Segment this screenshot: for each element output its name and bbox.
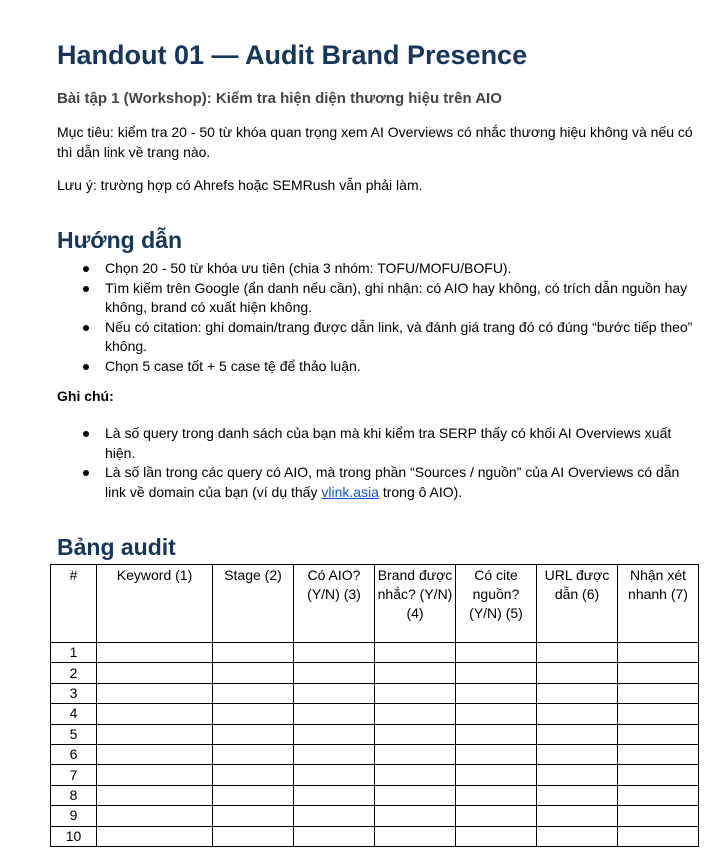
column-header: Nhận xét nhanh (7) xyxy=(618,565,699,643)
table-cell[interactable] xyxy=(537,663,618,683)
note-line: Lưu ý: trường hợp có Ahrefs hoặc SEMRush vẫn phải làm. xyxy=(57,177,423,193)
row-number: 10 xyxy=(51,826,97,846)
guide-item: Nếu có citation: ghi domain/trang được dẫn link, và đánh giá trang đó có đúng “bước tiếp theo” không. xyxy=(57,318,697,357)
table-cell[interactable] xyxy=(618,806,699,826)
table-cell[interactable] xyxy=(294,806,375,826)
table-cell[interactable] xyxy=(537,744,618,764)
bullet-icon xyxy=(83,364,89,370)
table-cell[interactable] xyxy=(537,826,618,846)
table-cell[interactable] xyxy=(537,765,618,785)
table-cell[interactable] xyxy=(618,683,699,703)
guide-heading: Hướng dẫn xyxy=(57,227,182,253)
table-cell[interactable] xyxy=(537,704,618,724)
notes-list xyxy=(57,424,697,502)
table-cell[interactable] xyxy=(294,826,375,846)
table-cell[interactable] xyxy=(213,785,294,805)
column-header: Stage (2) xyxy=(213,565,294,643)
page-title: Handout 01 — Audit Brand Presence xyxy=(57,40,528,70)
row-number: 5 xyxy=(51,724,97,744)
column-header: Có AIO? (Y/N) (3) xyxy=(294,565,375,643)
table-cell[interactable] xyxy=(375,744,456,764)
table-cell[interactable] xyxy=(618,744,699,764)
bullet-icon xyxy=(83,266,89,272)
table-cell[interactable] xyxy=(97,765,213,785)
table-cell[interactable] xyxy=(294,704,375,724)
table-cell[interactable] xyxy=(97,704,213,724)
table-cell[interactable] xyxy=(456,765,537,785)
table-cell[interactable] xyxy=(375,724,456,744)
table-cell[interactable] xyxy=(618,826,699,846)
objective-text: Mục tiêu: kiểm tra 20 - 50 từ khóa quan trọng xem AI Overviews có nhắc thương hiệu không và nếu có thì dẫn link về trang nào. xyxy=(57,124,693,160)
table-cell[interactable] xyxy=(97,826,213,846)
table-cell[interactable] xyxy=(456,704,537,724)
table-cell[interactable] xyxy=(537,785,618,805)
table-cell[interactable] xyxy=(375,765,456,785)
table-cell[interactable] xyxy=(97,724,213,744)
table-row xyxy=(51,765,699,785)
table-cell[interactable] xyxy=(537,724,618,744)
table-cell[interactable] xyxy=(97,744,213,764)
table-cell[interactable] xyxy=(456,724,537,744)
table-cell[interactable] xyxy=(537,806,618,826)
table-row xyxy=(51,704,699,724)
table-cell[interactable] xyxy=(213,704,294,724)
table-row xyxy=(51,806,699,826)
table-cell[interactable] xyxy=(618,785,699,805)
row-number: 3 xyxy=(51,683,97,703)
bullet-icon xyxy=(83,431,89,437)
table-cell[interactable] xyxy=(213,744,294,764)
table-cell[interactable] xyxy=(375,785,456,805)
table-cell[interactable] xyxy=(456,826,537,846)
table-cell[interactable] xyxy=(294,663,375,683)
table-row xyxy=(51,683,699,703)
table-cell[interactable] xyxy=(97,643,213,663)
table-cell[interactable] xyxy=(618,663,699,683)
guide-item: Tìm kiếm trên Google (ẩn danh nếu cần), ghi nhận: có AIO hay không, có trích dẫn nguồn hay không, brand có xuất hiện không. xyxy=(57,279,697,318)
notes-item: Là số lần trong các query có AIO, mà trong phần “Sources / nguồn” của AI Overviews có dẫn link về domain của bạn (ví dụ thấy vlink.asia trong ô AIO). xyxy=(57,463,697,502)
table-cell[interactable] xyxy=(618,765,699,785)
table-cell[interactable] xyxy=(294,724,375,744)
notes-label: Ghi chú: xyxy=(57,388,114,404)
table-cell[interactable] xyxy=(375,683,456,703)
table-row xyxy=(51,643,699,663)
table-cell[interactable] xyxy=(375,826,456,846)
table-cell[interactable] xyxy=(294,765,375,785)
table-row xyxy=(51,826,699,846)
row-number: 2 xyxy=(51,663,97,683)
table-cell[interactable] xyxy=(294,785,375,805)
row-number: 4 xyxy=(51,704,97,724)
column-header: URL được dẫn (6) xyxy=(537,565,618,643)
row-number: 7 xyxy=(51,765,97,785)
table-cell[interactable] xyxy=(294,643,375,663)
column-header: # xyxy=(51,565,97,643)
page-subtitle: Bài tập 1 (Workshop): Kiểm tra hiện diện thương hiệu trên AIO xyxy=(57,90,502,107)
bullet-icon xyxy=(83,325,89,331)
column-header: Keyword (1) xyxy=(97,565,213,643)
table-cell[interactable] xyxy=(537,683,618,703)
row-number: 8 xyxy=(51,785,97,805)
row-number: 6 xyxy=(51,744,97,764)
table-cell[interactable] xyxy=(294,683,375,703)
guide-item: Chọn 5 case tốt + 5 case tệ để thảo luận. xyxy=(57,357,697,377)
table-row xyxy=(51,744,699,764)
table-cell[interactable] xyxy=(375,663,456,683)
table-cell[interactable] xyxy=(456,643,537,663)
table-cell[interactable] xyxy=(456,806,537,826)
audit-table-body xyxy=(51,643,699,847)
table-cell[interactable] xyxy=(213,826,294,846)
notes-item: Là số query trong danh sách của bạn mà khi kiểm tra SERP thấy có khối AI Overviews xuất hiện. xyxy=(57,424,697,463)
table-cell[interactable] xyxy=(456,785,537,805)
column-header: Có cite nguồn? (Y/N) (5) xyxy=(456,565,537,643)
vlink-link[interactable]: vlink.asia xyxy=(321,483,379,500)
table-cell[interactable] xyxy=(456,744,537,764)
table-header-row xyxy=(51,565,699,643)
table-cell[interactable] xyxy=(537,643,618,663)
table-cell[interactable] xyxy=(456,663,537,683)
table-cell[interactable] xyxy=(97,785,213,805)
table-cell[interactable] xyxy=(375,806,456,826)
table-cell[interactable] xyxy=(213,724,294,744)
audit-heading: Bảng audit xyxy=(57,534,176,560)
guide-list xyxy=(57,259,697,376)
guide-item: Chọn 20 - 50 từ khóa ưu tiên (chia 3 nhóm: TOFU/MOFU/BOFU). xyxy=(57,259,697,279)
row-number: 9 xyxy=(51,806,97,826)
table-row xyxy=(51,663,699,683)
table-row xyxy=(51,785,699,805)
table-cell[interactable] xyxy=(618,643,699,663)
table-cell[interactable] xyxy=(456,683,537,703)
bullet-icon xyxy=(83,470,89,476)
table-cell[interactable] xyxy=(213,643,294,663)
table-row xyxy=(51,724,699,744)
table-cell[interactable] xyxy=(294,744,375,764)
audit-table xyxy=(50,564,699,847)
row-number: 1 xyxy=(51,643,97,663)
table-cell[interactable] xyxy=(213,806,294,826)
table-cell[interactable] xyxy=(213,683,294,703)
bullet-icon xyxy=(83,286,89,292)
table-cell[interactable] xyxy=(97,663,213,683)
table-cell[interactable] xyxy=(375,643,456,663)
table-cell[interactable] xyxy=(97,806,213,826)
table-cell[interactable] xyxy=(375,704,456,724)
table-cell[interactable] xyxy=(618,704,699,724)
table-cell[interactable] xyxy=(618,724,699,744)
table-cell[interactable] xyxy=(213,765,294,785)
table-cell[interactable] xyxy=(97,683,213,703)
table-cell[interactable] xyxy=(213,663,294,683)
column-header: Brand được nhắc? (Y/N) (4) xyxy=(375,565,456,643)
